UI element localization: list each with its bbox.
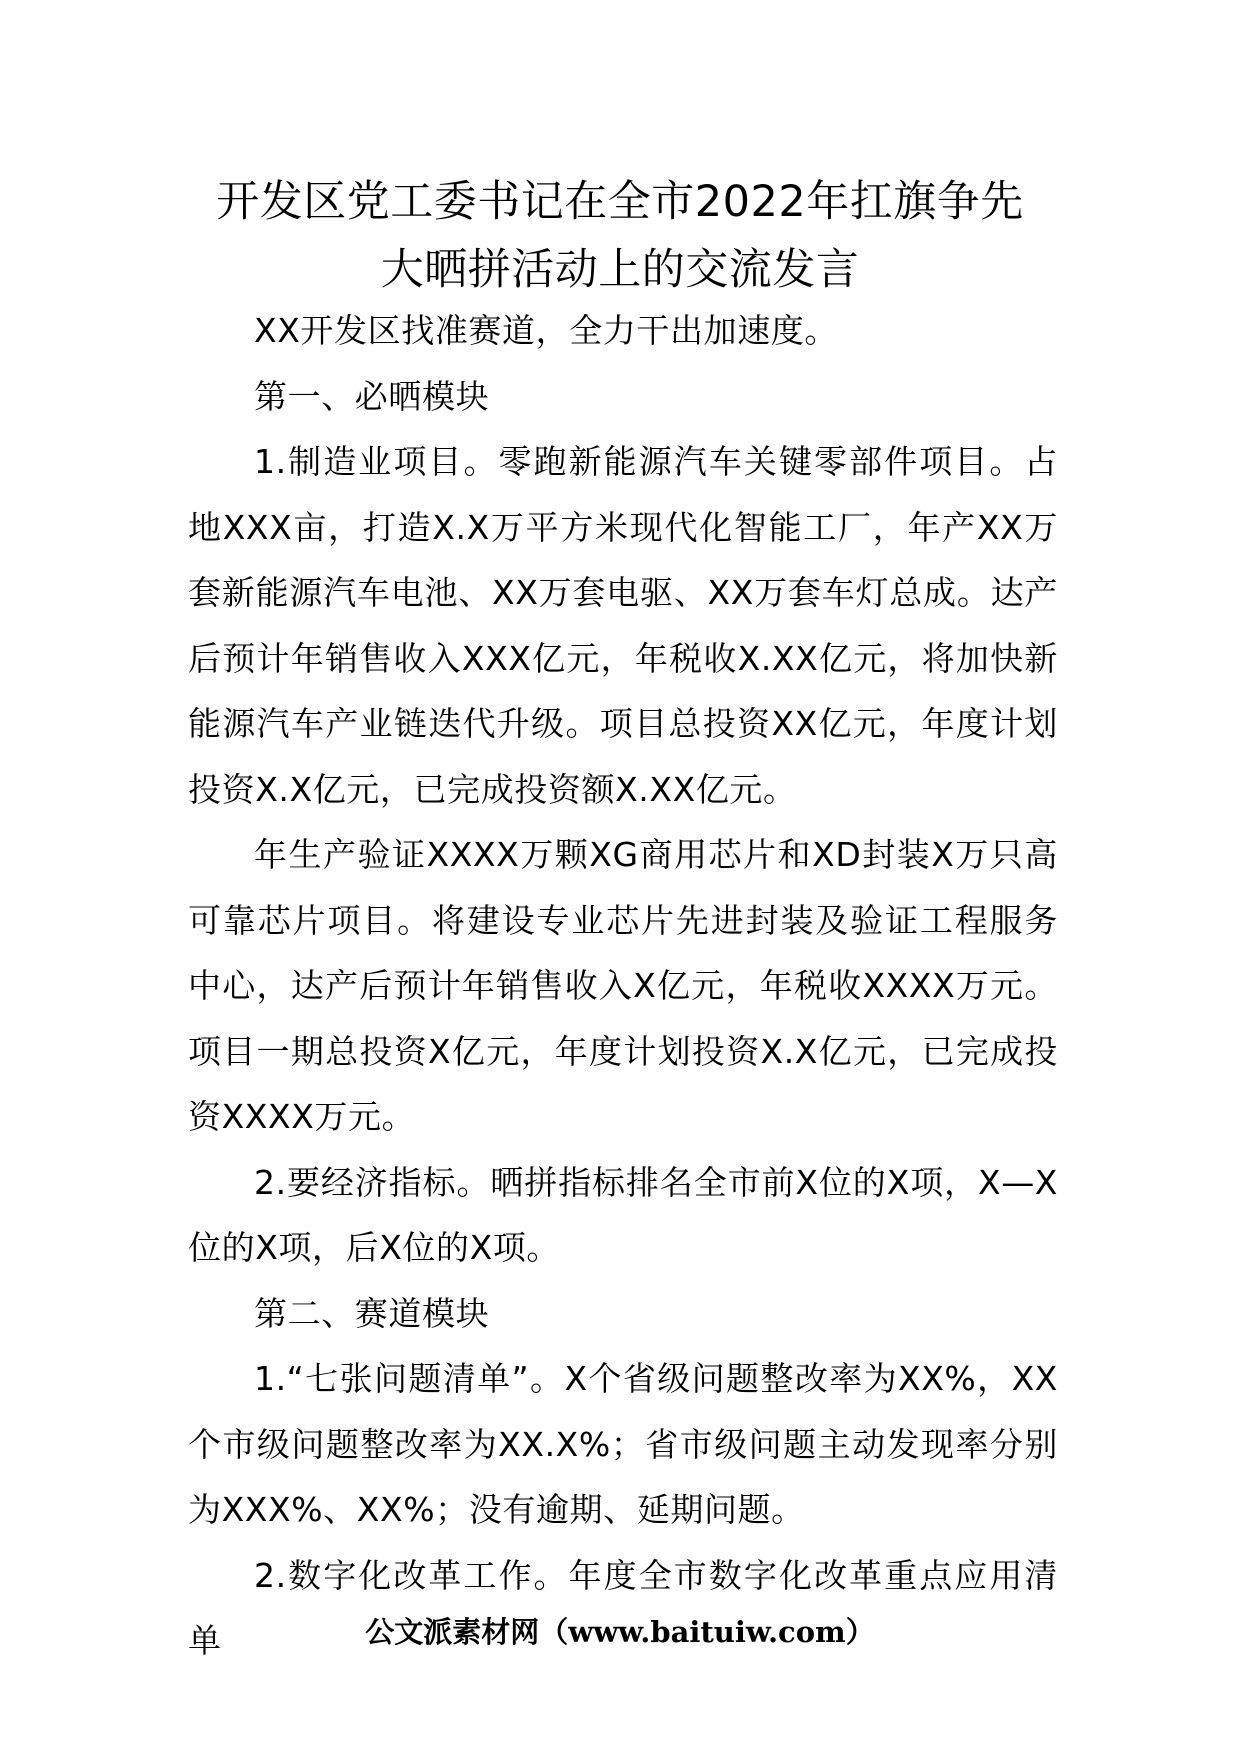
title-line-2: 大晒拼活动上的交流发言 [380, 245, 860, 295]
paragraph-manufacturing: 1.制造业项目。零跑新能源汽车关键零部件项目。占地XXX亩，打造X.X万平方米现代化智能工厂，年产XX万套新能源汽车电池、XX万套电驱、XX万套车灯总成。达产后预计年销售收入XXX亿元，年税收X.XX亿元，将加快新能源汽车产业链迭代升级。项目总投资XX亿元，年度计划投资X.X亿元，已完成投资额X.XX亿元。 [188, 442, 1058, 809]
paragraph-problem-list: 1.“七张问题清单”。X个省级问题整改率为XX%，XX个市级问题整改率为XX.X%；省市级问题主动发现率分别为XXX%、XX%；没有逾期、延期问题。 [188, 1359, 1058, 1529]
section-heading-1: 第一、必晒模块 [254, 376, 490, 416]
document-title [150, 168, 1090, 304]
document-body [188, 298, 1058, 1674]
paragraph-chip-project: 年生产验证XXXX万颗XG商用芯片和XD封装X万只高可靠芯片项目。将建设专业芯片先进封装及验证工程服务中心，达产后预计年销售收入X亿元，年税收XXXX万元。项目一期总投资X亿元，年度计划投资X.X亿元，已完成投资XXXX万元。 [188, 835, 1059, 1136]
paragraph-digital-reform: 2.数字化改革工作。年度全市数字化改革重点应用清单 [188, 1555, 1058, 1660]
section-heading-2: 第二、赛道模块 [254, 1293, 490, 1333]
paragraph-intro: XX开发区找准赛道，全力干出加速度。 [254, 311, 839, 350]
footer-source: 公文派素材网（www.baituiw.com） [365, 1615, 875, 1649]
paragraph-economic-indicators: 2.要经济指标。晒拼指标排名全市前X位的X项，X—X位的X项，后X位的X项。 [188, 1162, 1058, 1267]
title-line-1: 开发区党工委书记在全市2022年扛旗争先 [216, 177, 1024, 227]
